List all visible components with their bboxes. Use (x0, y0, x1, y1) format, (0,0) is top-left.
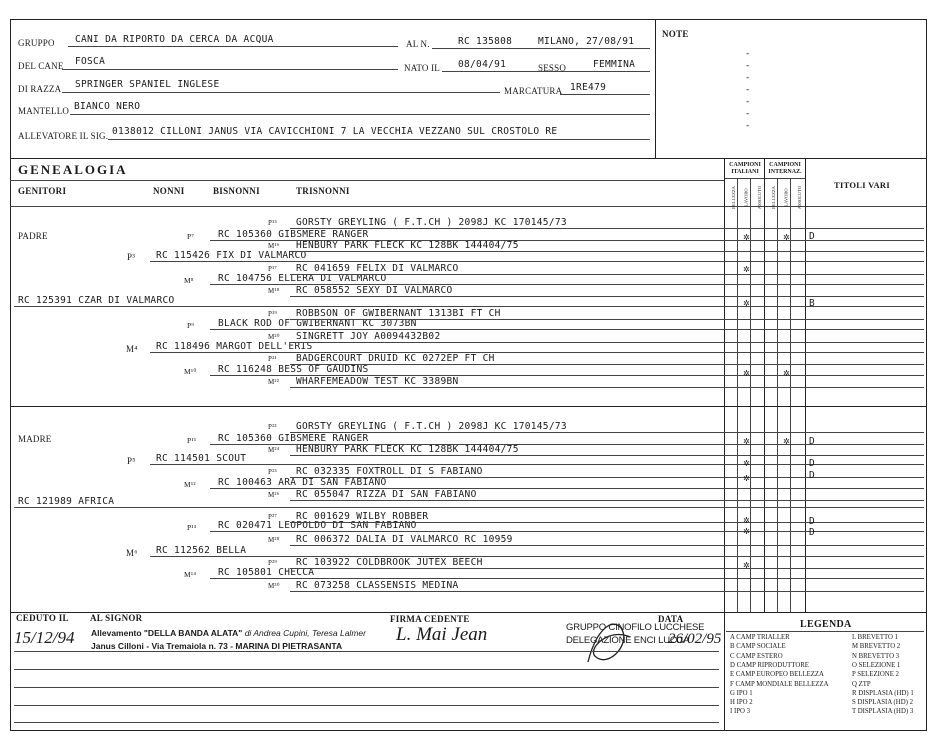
champion-mark: ✲ (743, 299, 750, 308)
trisnonno-underline (290, 342, 924, 343)
champ-col-line-2 (737, 178, 738, 612)
trisnonno-name: RC 103922 COLDBROOK JUTEX BEECH (296, 557, 483, 568)
breeder-stamp-owners: di Andrea Cupini, Teresa Lalmer (244, 628, 366, 638)
trisnonno-name: RC 041659 FELIX DI VALMARCO (296, 263, 459, 274)
col-nonni: NONNI (153, 186, 185, 196)
bisnonno-name: RC 020471 LEOPOLDO DI SAN FABIANO (218, 520, 417, 531)
footer-top-line (10, 612, 926, 613)
columns-underline (10, 206, 926, 207)
place-date: MILANO, 27/08/91 (538, 36, 635, 47)
trisnonno-name: ROBBSON OF GWIBERNANT 1313BI FT CH (296, 308, 501, 319)
ceduto-value: 15/12/94 (14, 628, 75, 647)
legenda-underline (726, 631, 924, 632)
titolo-entry: D (809, 458, 816, 469)
legenda-item: A CAMP TRIALLER (730, 634, 790, 641)
nato-value: 08/04/91 (458, 59, 507, 70)
trisnonno-underline (290, 387, 924, 388)
padre-nonno-1: RC 115426 FIX DI VALMARCO (156, 250, 307, 261)
trisnonno-name: BADGERCOURT DRUID KC 0272EP FT CH (296, 353, 495, 364)
trisnonno-underline (290, 455, 924, 456)
frame-right (926, 19, 927, 731)
frame-top (10, 19, 926, 20)
col-bisnonni: BISNONNI (213, 186, 260, 196)
legenda-item: Q ZTP (852, 680, 871, 688)
genealogia-title: GENEALOGIA (18, 162, 128, 177)
madre-name: RC 121989 AFRICA (18, 496, 115, 507)
legenda-item: G IPO 1 (730, 689, 753, 697)
footer-line-1 (14, 651, 719, 652)
padre-label: PADRE (18, 231, 48, 241)
trisnonno-mark: P²⁷ (268, 513, 278, 521)
sub-bellezza-int: BELLEZZA (770, 186, 776, 209)
mantello-underline (70, 114, 650, 115)
padre-nonno-1-underline (150, 261, 924, 262)
bisnonno-underline (210, 578, 924, 579)
trisnonno-underline (290, 432, 924, 433)
padre-nonno-2-underline (150, 352, 924, 353)
genealogia-underline (10, 180, 724, 181)
trisnonno-underline (290, 500, 924, 501)
trisnonno-mark: P²¹ (268, 355, 277, 363)
padre-nonno-2: RC 118496 MARGOT DELL'ERIS (156, 341, 313, 352)
titolo-entry: D (809, 527, 816, 538)
trisnonno-mark: M²⁴ (268, 446, 280, 454)
trisnonno-mark: M¹⁶ (268, 242, 280, 250)
frame-left (10, 19, 11, 731)
trisnonno-name: SINGRETT JOY A0094432B02 (296, 331, 441, 342)
champ-col-line-4 (764, 158, 765, 612)
titolo-entry: D (809, 470, 816, 481)
data-label: DATA (658, 614, 684, 624)
gruppo-value: CANI DA RIPORTO DA CERCA DA ACQUA (75, 34, 274, 45)
footer-line-4 (14, 705, 719, 706)
trisnonno-mark: M²⁶ (268, 491, 280, 499)
legenda-item: T DISPLASIA (HD) 3 (852, 708, 914, 716)
legenda-item: N BREVETTO 3 (852, 652, 900, 660)
madre-label: MADRE (18, 434, 52, 444)
trisnonno-mark: P²⁹ (268, 559, 278, 567)
champ-col-line-5 (777, 178, 778, 612)
champ-col-line-1 (724, 158, 725, 612)
trisnonno-mark: M²² (268, 378, 280, 386)
breeder-stamp-kennel: Allevamento "DELLA BANDA ALATA" (91, 628, 243, 638)
trisnonno-mark: M²⁰ (268, 333, 280, 341)
campioni-italiani-label: CAMPIONI ITALIANI (729, 162, 761, 175)
sub-assoluto-it: ASSOLUTO (757, 185, 763, 210)
legenda-item: S DISPLASIA (HD) 2 (852, 699, 913, 707)
mantello-label: MANTELLO (18, 106, 70, 116)
legenda-item: D CAMP RIPRODUTTORE (730, 661, 809, 669)
legenda-item: I IPO 3 (730, 708, 751, 716)
sesso-label: SESSO (538, 63, 567, 73)
madre-nonno-1: RC 114501 SCOUT (156, 453, 247, 464)
cane-underline (62, 69, 398, 70)
col-genitori: GENITORI (18, 186, 67, 196)
champion-mark: ✲ (743, 437, 750, 446)
sub-lavoro-it: LAVORO (743, 188, 749, 207)
trisnonno-underline (290, 477, 924, 478)
trisnonno-mark: M³⁰ (268, 582, 280, 590)
legenda-item: M BREVETTO 2 (852, 643, 901, 651)
champion-mark: ✲ (783, 369, 790, 378)
trisnonno-name: RC 058552 SEXY DI VALMARCO (296, 285, 453, 296)
firma-label: FIRMA CEDENTE (390, 614, 470, 624)
trisnonno-name: RC 073258 CLASSENSIS MEDINA (296, 580, 459, 591)
trisnonno-mark: P¹⁷ (268, 265, 278, 273)
titolo-entry: D (809, 231, 816, 242)
champion-mark: ✲ (743, 516, 750, 525)
bisnonno-mark: M¹² (184, 480, 196, 489)
marcatura-label: MARCATURA (504, 86, 563, 96)
frame-bottom (10, 730, 926, 731)
razza-value: SPRINGER SPANIEL INGLESE (75, 79, 220, 90)
footer-line-3 (14, 687, 719, 688)
trisnonno-name: HENBURY PARK FLECK KC 128BK 144404/75 (296, 240, 519, 251)
trisnonno-mark: P¹⁵ (268, 219, 278, 227)
trisnonno-name: RC 032335 FOXTROLL DI S FABIANO (296, 466, 483, 477)
legenda-item: F CAMP MONDIALE BELLEZZA (730, 680, 829, 688)
data-value: 26/02/95 (668, 631, 722, 647)
enci-stamp-scribble (578, 612, 638, 672)
trisnonno-underline (290, 545, 924, 546)
trisnonno-name: RC 001629 WILBY ROBBER (296, 511, 429, 522)
note-label: NOTE (662, 29, 689, 39)
padre-nonno-1-mark: P³ (127, 252, 136, 262)
trisnonno-name: GORSTY GREYLING ( F.T.CH ) 2098J KC 170145/73 (296, 421, 567, 432)
padre-underline (14, 306, 924, 307)
marcatura-value: 1RE479 (570, 82, 607, 93)
champion-mark: ✲ (783, 437, 790, 446)
breeder-stamp-line1 (91, 628, 366, 638)
bisnonno-name: BLACK ROD OF GWIBERNANT KC 3073BN (218, 318, 417, 329)
padre-nonno-2-mark: M⁴ (126, 344, 138, 354)
bisnonno-mark: P⁷ (187, 232, 195, 241)
trisnonno-underline (290, 364, 924, 365)
breeder-stamp-line2: Janus Cilloni - Via Tremaiola n. 73 - MARINA DI PIETRASANTA (91, 641, 343, 651)
trisnonno-mark: P¹⁹ (268, 310, 278, 318)
razza-label: DI RAZZA (18, 84, 62, 94)
champion-mark: ✲ (743, 265, 750, 274)
trisnonno-mark: P²³ (268, 423, 277, 431)
titolo-entry: D (809, 436, 816, 447)
ceduto-label: CEDUTO IL (16, 613, 69, 623)
madre-nonno-2-underline (150, 556, 924, 557)
firma-value: L. Mai Jean (396, 624, 488, 645)
trisnonno-name: RC 055047 RIZZA DI SAN FABIANO (296, 489, 477, 500)
madre-underline (14, 507, 924, 508)
col-trisnonni: TRISNONNI (296, 186, 350, 196)
trisnonno-underline (290, 591, 924, 592)
trisnonno-mark: P²⁵ (268, 468, 278, 476)
champion-mark: ✲ (743, 369, 750, 378)
allevatore-value: 0138012 CILLONI JANUS VIA CAVICCHIONI 7 LA VECCHIA VEZZANO SUL CROSTOLO RE (112, 126, 558, 137)
cane-label: DEL CANE (18, 61, 64, 71)
legenda-item: R DISPLASIA (HD) 1 (852, 689, 914, 697)
bisnonno-mark: M¹⁰ (184, 367, 197, 376)
titoli-vari-label: TITOLI VARI (834, 180, 890, 190)
champion-mark: ✲ (743, 474, 750, 483)
trisnonno-name: HENBURY PARK FLECK KC 128BK 144404/75 (296, 444, 519, 455)
legenda-item: B CAMP SOCIALE (730, 643, 786, 651)
cane-value: FOSCA (75, 56, 106, 67)
bisnonno-mark: P¹¹ (187, 436, 197, 445)
champion-mark: ✲ (743, 459, 750, 468)
madre-nonno-1-underline (150, 464, 924, 465)
bisnonno-mark: M⁸ (184, 276, 194, 285)
bisnonno-mark: P⁹ (187, 321, 195, 330)
champion-mark: ✲ (743, 527, 750, 536)
champ-col-line-6 (790, 178, 791, 612)
titolo-entry: B (809, 298, 816, 309)
bisnonno-underline (210, 531, 924, 532)
bisnonno-name: RC 105360 GIBSMERE RANGER (218, 433, 369, 444)
champ-col-line-7 (805, 158, 806, 612)
campioni-internaz-label: CAMPIONI INTERNAZ. (768, 162, 802, 175)
razza-underline (62, 92, 500, 93)
legenda-item: E CAMP EUROPEO BELLEZZA (730, 671, 824, 679)
bisnonno-name: RC 116248 BESS OF GAUDINS (218, 364, 369, 375)
nato-underline (442, 71, 650, 72)
trisnonno-mark: M²⁸ (268, 536, 280, 544)
madre-nonno-2-mark: M⁶ (126, 548, 138, 558)
note-dash-marks: - - - - - - - (746, 49, 750, 131)
champ-col-line-3 (750, 178, 751, 612)
mantello-value: BIANCO NERO (74, 101, 141, 112)
champion-mark: ✲ (783, 233, 790, 242)
legenda-item: P SELEZIONE 2 (852, 671, 899, 679)
sub-assoluto-int: ASSOLUTO (797, 185, 803, 210)
legenda-title: LEGENDA (800, 619, 852, 630)
trisnonno-name: RC 006372 DALIA DI VALMARCO RC 10959 (296, 534, 513, 545)
padre-madre-divider (10, 406, 926, 407)
trisnonno-underline (290, 274, 924, 275)
legenda-item: L BREVETTO 1 (852, 634, 899, 641)
marcatura-underline (560, 94, 650, 95)
trisnonno-underline (290, 568, 924, 569)
trisnonno-underline (290, 251, 924, 252)
trisnonno-underline (290, 319, 924, 320)
bisnonno-mark: M¹⁴ (184, 570, 197, 579)
nato-label: NATO IL (404, 63, 440, 73)
legenda-item: H IPO 2 (730, 699, 753, 707)
aln-underline (432, 48, 650, 49)
footer-line-2 (14, 669, 719, 670)
madre-nonno-1-mark: P⁵ (127, 456, 136, 466)
bisnonno-name: RC 104756 ELLERA DI VALMARCO (218, 273, 387, 284)
bisnonno-name: RC 105801 CHECCA (218, 567, 315, 578)
champion-mark: ✲ (743, 561, 750, 570)
allevatore-label: ALLEVATORE IL SIG. (18, 131, 109, 141)
bisnonno-underline (210, 329, 924, 330)
gruppo-underline (68, 46, 398, 47)
trisnonno-mark: M¹⁸ (268, 287, 280, 295)
sub-lavoro-int: LAVORO (783, 188, 789, 207)
legenda-item: C CAMP ESTERO (730, 652, 783, 660)
trisnonno-name: WHARFEMEADOW TEST KC 3389BN (296, 376, 459, 387)
padre-name: RC 125391 CZAR DI VALMARCO (18, 295, 175, 306)
enci-stamp-line1: GRUPPO CINOFILO LUCCHESE (566, 622, 705, 633)
footer-line-5 (14, 722, 719, 723)
gruppo-label: GRUPPO (18, 38, 55, 48)
champion-mark: ✲ (743, 233, 750, 242)
madre-nonno-2: RC 112562 BELLA (156, 545, 247, 556)
aln-value: RC 135808 (458, 36, 513, 47)
trisnonno-underline (290, 296, 924, 297)
bisnonno-mark: P¹³ (187, 523, 197, 532)
titolo-entry: D (809, 516, 816, 527)
header-bottom-line (10, 158, 926, 159)
legenda-item: O SELEZIONE 1 (852, 661, 901, 669)
enci-stamp-line2: DELEGAZIONE ENCI LUCCA (566, 635, 690, 646)
trisnonno-underline (290, 522, 924, 523)
header-note-divider (655, 19, 656, 159)
bisnonno-name: RC 100463 ARA DI SAN FABIANO (218, 477, 387, 488)
footer-legend-divider (724, 612, 725, 731)
sub-bellezza-it: BELLEZZA (730, 186, 736, 209)
trisnonno-name: GORSTY GREYLING ( F.T.CH ) 2098J KC 170145/73 (296, 217, 567, 228)
bisnonno-name: RC 105360 GIBSMERE RANGER (218, 229, 369, 240)
al-signor-label: AL SIGNOR (90, 613, 143, 623)
allevatore-underline (108, 139, 650, 140)
aln-label: AL N. (406, 39, 430, 49)
sesso-value: FEMMINA (593, 59, 636, 70)
trisnonno-underline (290, 228, 924, 229)
